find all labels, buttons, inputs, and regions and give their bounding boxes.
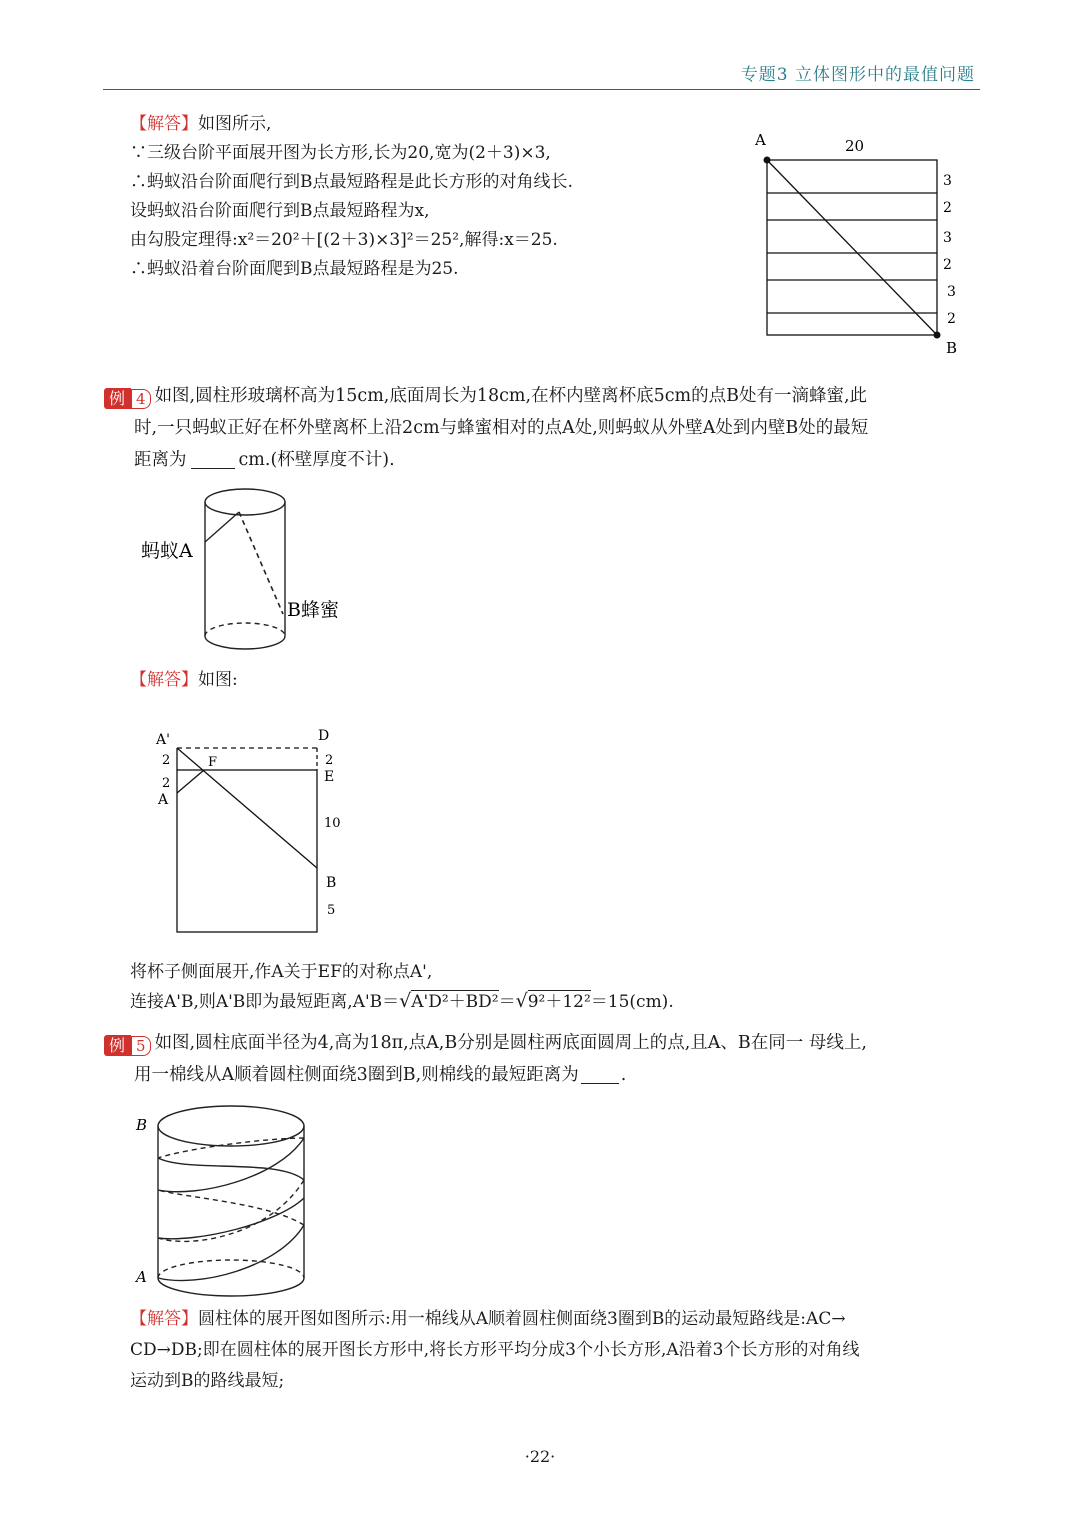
cylinder-bottom-back bbox=[158, 1260, 304, 1278]
answer-tag: 【解答】 bbox=[130, 114, 198, 134]
label-2: 2 bbox=[162, 776, 171, 791]
point-b bbox=[934, 332, 941, 339]
spiral-back bbox=[158, 1180, 304, 1241]
sol3-line-6: ∴蚂蚁沿着台阶面爬到B点最短路程是为25. bbox=[130, 259, 459, 279]
spiral-front bbox=[158, 1198, 304, 1239]
sol3-line-3: ∴蚂蚁沿台阶面爬行到B点最短路程是此长方形的对角线长. bbox=[130, 172, 573, 192]
label-a-prime: A' bbox=[156, 732, 170, 748]
ex4-line-1: 如图,圆柱形玻璃杯高为15cm,底面周长为18cm,在杯内壁离杯底5cm的点B处有一滴蜂蜜,此 bbox=[154, 386, 868, 406]
label-2: 2 bbox=[325, 753, 334, 768]
answer-tag: 【解答】 bbox=[130, 1309, 198, 1329]
ex5-sol-line-1: 圆柱体的展开图如图所示:用一棉线从A顺着圆柱侧面绕3圈到B的运动最短路线是:AC→ bbox=[198, 1309, 846, 1329]
example-badge: 例 5 bbox=[104, 1035, 151, 1056]
ant-path-outer bbox=[205, 512, 239, 542]
label-b: B bbox=[326, 875, 337, 891]
ex4-solution-intro bbox=[130, 668, 238, 692]
sol3-line-4: 设蚂蚁沿台阶面爬行到B点最短路程为x, bbox=[130, 201, 430, 221]
segment-af bbox=[177, 770, 204, 793]
ex4-sol-line-3: 连接A'B,则A'B即为最短距离,A'B＝√A'D²＋BD²＝√9²＋12²＝15(cm). bbox=[130, 990, 674, 1012]
ex5-line-1: 如图,圆柱底面半径为4,高为18π,点A,B分别是圆柱两底面圆周上的点,且A、B在同一 母线上, bbox=[154, 1033, 867, 1053]
example-4 bbox=[104, 380, 868, 476]
label-10: 10 bbox=[324, 816, 341, 831]
sol3-line-1: 如图所示, bbox=[198, 114, 272, 134]
label-b: B bbox=[946, 339, 958, 357]
label-row: 3 bbox=[947, 284, 956, 300]
label-top-length: 20 bbox=[845, 137, 865, 155]
stairs-diagonal bbox=[767, 160, 937, 335]
solution-3 bbox=[130, 112, 573, 286]
ex4-line-3-tail: cm.(杯壁厚度不计). bbox=[238, 450, 395, 470]
answer-blank bbox=[191, 450, 235, 469]
ant-path-inner bbox=[239, 512, 283, 614]
ex4-sol-line-2: 将杯子侧面展开,作A关于EF的对称点A', bbox=[130, 962, 433, 982]
ex4-sol-line-1: 如图: bbox=[198, 670, 238, 690]
cylinder-bottom-back bbox=[205, 623, 285, 636]
glass-cylinder-figure bbox=[135, 480, 365, 660]
header-divider bbox=[103, 89, 980, 90]
label-e: E bbox=[324, 769, 335, 785]
label-b: B bbox=[136, 1116, 148, 1134]
answer-tag: 【解答】 bbox=[130, 670, 198, 690]
label-a: A bbox=[136, 1268, 147, 1286]
label-honey-b: B蜂蜜 bbox=[287, 599, 339, 621]
label-5: 5 bbox=[327, 903, 336, 918]
label-row: 3 bbox=[943, 173, 952, 189]
answer-blank bbox=[581, 1065, 619, 1084]
ex4-line-3: 距离为 bbox=[134, 450, 187, 470]
ex5-sol-line-3: 运动到B的路线最短; bbox=[130, 1371, 285, 1391]
segment-a1b bbox=[177, 748, 317, 868]
spiral-back bbox=[158, 1190, 304, 1225]
page-number: ·22· bbox=[524, 1447, 556, 1466]
label-row: 2 bbox=[943, 257, 952, 273]
label-row: 2 bbox=[943, 200, 952, 216]
sol3-line-2: ∵三级台阶平面展开图为长方形,长为20,宽为(2＋3)×3, bbox=[130, 143, 551, 163]
label-d: D bbox=[318, 728, 330, 744]
label-a: A bbox=[755, 131, 766, 149]
label-row: 2 bbox=[947, 311, 956, 327]
cylinder-top bbox=[158, 1106, 304, 1146]
label-ant-a: 蚂蚁A bbox=[141, 540, 193, 562]
ex5-sol-line-2: CD→DB;即在圆柱体的展开图长方形中,将长方形平均分成3个小长方形,A沿着3个长方形的对角线 bbox=[130, 1340, 860, 1360]
cylinder-top bbox=[205, 489, 285, 515]
label-2: 2 bbox=[162, 753, 171, 768]
unfold-rect bbox=[177, 770, 317, 932]
spiral-cylinder-figure bbox=[128, 1098, 318, 1303]
stairs-unfold-figure bbox=[740, 125, 980, 365]
spiral-front bbox=[158, 1158, 304, 1180]
sol3-line-5: 由勾股定理得:x²＝20²＋[(2＋3)×3]²＝25²,解得:x＝25. bbox=[130, 230, 558, 250]
example-5: 例 5 如图,圆柱底面半径为4,高为18π,点A,B分别是圆柱两底面圆周上的点,且A、B在同一 母线上, 用一棉线从A顺着圆柱侧面绕3圈到B,则棉线的最短距离为 . bbox=[104, 1027, 867, 1091]
glass-unfold-figure bbox=[150, 722, 360, 937]
ex5-line-2: 用一棉线从A顺着圆柱侧面绕3圈到B,则棉线的最短距离为 bbox=[134, 1065, 579, 1085]
ex4-line-2: 时,一只蚂蚁正好在杯外壁离杯上沿2cm与蜂蜜相对的点A处,则蚂蚁从外壁A处到内壁B处的最短 bbox=[134, 418, 869, 438]
label-a: A bbox=[158, 792, 169, 808]
ex5-solution bbox=[130, 1307, 859, 1400]
cylinder-bottom-front bbox=[205, 636, 285, 649]
point-a bbox=[764, 157, 771, 164]
label-row: 3 bbox=[943, 230, 952, 246]
example-badge: 例 4 bbox=[104, 388, 151, 409]
label-f: F bbox=[208, 755, 218, 770]
running-header-title: 专题3 立体图形中的最值问题 bbox=[740, 65, 975, 85]
